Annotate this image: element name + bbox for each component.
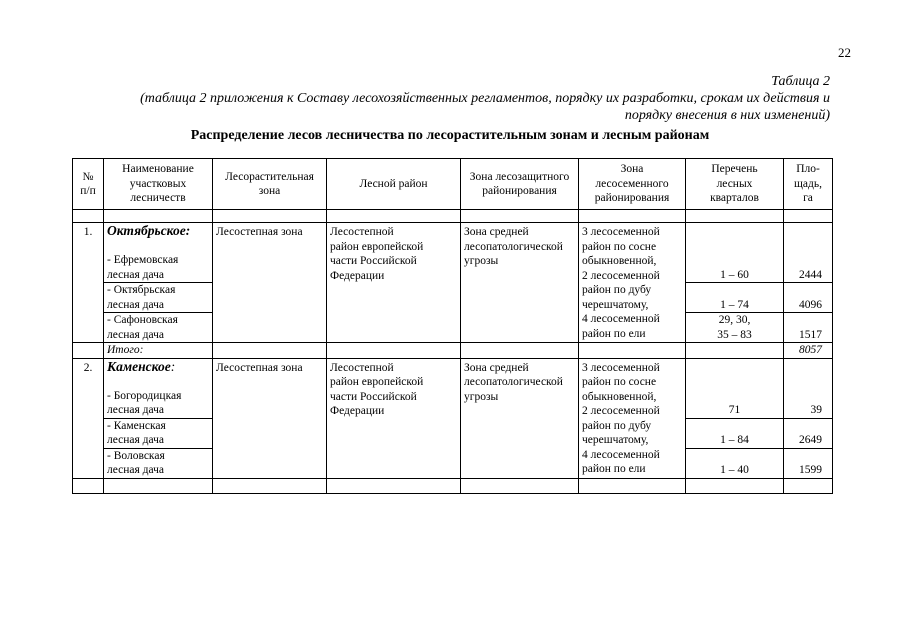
quarters-cell: 1 – 40 bbox=[686, 448, 784, 478]
table-header-row bbox=[73, 159, 833, 210]
forestry-cell bbox=[104, 358, 213, 418]
quarters-cell: 1 – 60 bbox=[686, 223, 784, 283]
table-note-line-2: порядку внесения в них изменений) bbox=[624, 108, 830, 123]
forestry-name: Каменское: bbox=[107, 358, 176, 374]
table-row bbox=[73, 223, 833, 283]
header-forestry-name: Наименование участковых лесничеств bbox=[104, 159, 213, 210]
dacha-name: - Ефремовская лесная дача bbox=[107, 254, 179, 281]
dacha-name: - Сафоновская лесная дача bbox=[104, 313, 213, 343]
quarters-cell: 29, 30, 35 – 83 bbox=[686, 313, 784, 343]
dacha-name: - Каменская лесная дача bbox=[104, 418, 213, 448]
total-label: Итого: bbox=[104, 343, 213, 359]
area-cell: 4096 bbox=[784, 283, 833, 313]
group-number: 1. bbox=[73, 223, 104, 343]
seed-zone-cell: 3 лесосеменной район по сосне обыкновенной, 2 лесосеменной район по дубу черешчатому, 4 лесосеменной район по ели bbox=[579, 223, 686, 343]
header-num: № п/п bbox=[73, 159, 104, 210]
forestry-name: Октябрьское: bbox=[107, 223, 191, 238]
area-cell: 2444 bbox=[784, 223, 833, 283]
header-quarters: Перечень лесных кварталов bbox=[686, 159, 784, 210]
forest-district-cell: Лесостепной район европейской части Российской Федерации bbox=[327, 358, 461, 478]
header-protection-zone: Зона лесозащитного районирования bbox=[461, 159, 579, 210]
dacha-name: - Октябрьская лесная дача bbox=[104, 283, 213, 313]
header-vegetation-zone: Лесорастительная зона bbox=[213, 159, 327, 210]
dacha-name: - Воловская лесная дача bbox=[104, 448, 213, 478]
table-label: Таблица 2 bbox=[771, 74, 830, 89]
header-area: Пло- щадь, га bbox=[784, 159, 833, 210]
protection-zone-cell: Зона средней лесопатологической угрозы bbox=[461, 358, 579, 478]
spacer-row bbox=[73, 210, 833, 223]
vegetation-zone-cell: Лесостепная зона bbox=[213, 358, 327, 478]
header-seed-zone: Зона лесосеменного районирования bbox=[579, 159, 686, 210]
table-caption bbox=[70, 73, 830, 124]
area-cell: 1599 bbox=[784, 448, 833, 478]
quarters-cell: 71 bbox=[686, 358, 784, 418]
header-forest-district: Лесной район bbox=[327, 159, 461, 210]
quarters-cell: 1 – 84 bbox=[686, 418, 784, 448]
protection-zone-cell: Зона средней лесопатологической угрозы bbox=[461, 223, 579, 343]
quarters-cell: 1 – 74 bbox=[686, 283, 784, 313]
document-title: Распределение лесов лесничества по лесорастительным зонам и лесным районам bbox=[190, 128, 710, 143]
area-cell: 1517 bbox=[784, 313, 833, 343]
total-row bbox=[73, 343, 833, 359]
vegetation-zone-cell: Лесостепная зона bbox=[213, 223, 327, 343]
group-number: 2. bbox=[73, 358, 104, 478]
table-note-line-1: (таблица 2 приложения к Составу лесохозяйственных регламентов, порядку их разработки, срокам их действия и bbox=[140, 91, 830, 106]
forest-district-cell: Лесостепной район европейской части Российской Федерации bbox=[327, 223, 461, 343]
area-cell: 2649 bbox=[784, 418, 833, 448]
page-number: 22 bbox=[838, 45, 851, 60]
forest-distribution-table bbox=[72, 158, 833, 494]
spacer-row bbox=[73, 478, 833, 493]
seed-zone-cell: 3 лесосеменной район по сосне обыкновенной, 2 лесосеменной район по дубу черешчатому, 4 лесосеменной район по ели bbox=[579, 358, 686, 478]
dacha-name: - Богородицкая лесная дача bbox=[107, 389, 182, 416]
area-cell: 39 bbox=[784, 358, 833, 418]
total-area: 8057 bbox=[784, 343, 833, 359]
forestry-cell bbox=[104, 223, 213, 283]
table-row bbox=[73, 358, 833, 418]
